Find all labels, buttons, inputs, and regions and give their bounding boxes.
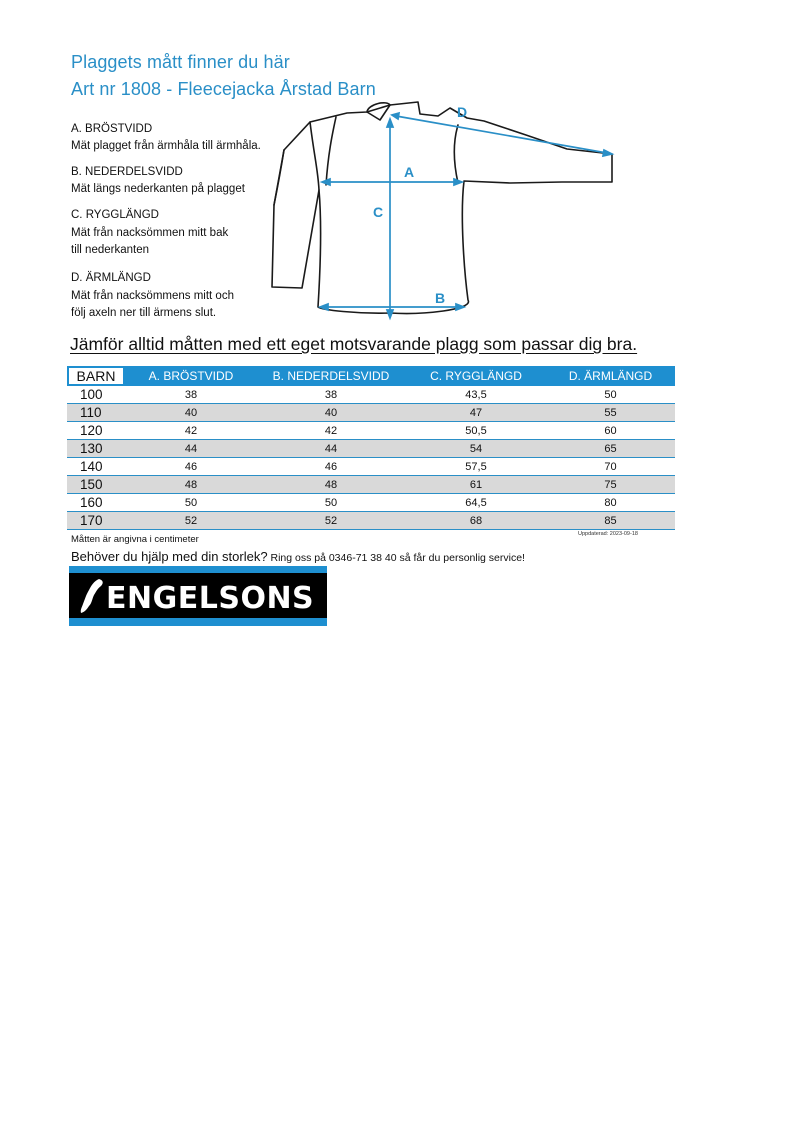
table-cell: 70: [604, 460, 617, 473]
header-cell-nederdelsvidd: B. NEDERDELSVIDD: [272, 369, 390, 383]
article-title: Art nr 1808 - Fleecejacka Årstad Barn: [71, 79, 376, 99]
table-cell: 40: [184, 406, 198, 419]
measurement-c-text-2: till nederkanten: [71, 244, 149, 256]
diagram-label-b: B: [435, 290, 446, 306]
help-phone: Ring oss på 0346-71 38 40 så får du personlig service!: [267, 552, 525, 564]
jacket-outline-icon: [272, 102, 612, 313]
table-cell: 38: [324, 388, 338, 401]
table-cell-size: 170: [80, 513, 103, 528]
table-cell: 57,5: [465, 460, 487, 473]
table-cell: 60: [604, 424, 617, 437]
table-cell-size: 150: [80, 477, 103, 492]
measurement-d-text-2: följ axeln ner till ärmens slut.: [71, 307, 217, 319]
compare-instruction: Jämför alltid måtten med ett eget motsvarande plagg som passar dig bra.: [70, 334, 638, 354]
table-row: [67, 512, 675, 530]
table-row: [67, 422, 675, 440]
logo-text: ENGELSONS: [106, 581, 315, 616]
table-cell: 52: [184, 514, 198, 527]
engelsons-logo: [69, 566, 327, 626]
table-cell-size: 130: [80, 441, 103, 456]
sweden-map-icon: [77, 577, 107, 615]
measurement-a-text: Mät plagget från ärmhåla till ärmhåla.: [71, 140, 261, 152]
table-cell: 50: [604, 388, 617, 401]
help-text: [71, 548, 525, 566]
table-row: [67, 386, 675, 404]
table-cell: 65: [604, 442, 617, 455]
diagram-label-d: D: [457, 104, 468, 120]
table-cell: 44: [324, 442, 338, 455]
table-cell: 46: [184, 460, 198, 473]
diagram-label-c: C: [373, 204, 384, 220]
diagram-label-a: A: [404, 164, 415, 180]
table-cell: 50: [324, 496, 338, 509]
page-title: Plaggets mått finner du här: [71, 52, 290, 72]
table-row: [67, 458, 675, 476]
table-cell: 64,5: [465, 496, 487, 509]
header-cell-armlangd: D. ÄRMLÄNGD: [568, 369, 653, 383]
logo-background: [69, 573, 327, 618]
table-cell: 55: [604, 406, 617, 419]
table-cell: 50: [184, 496, 198, 509]
measurement-d-title: D. ÄRMLÄNGD: [71, 272, 151, 284]
table-cell: 52: [324, 514, 338, 527]
table-cell: 40: [324, 406, 338, 419]
table-cell: 42: [184, 424, 198, 437]
header-cell-rygglangd: C. RYGGLÄNGD: [430, 369, 522, 383]
table-cell: 75: [604, 478, 617, 491]
table-cell-size: 100: [80, 387, 103, 402]
table-cell: 68: [469, 514, 483, 527]
size-table: [67, 366, 675, 530]
header-cell-barn: BARN: [68, 367, 124, 385]
table-cell: 85: [604, 514, 617, 527]
table-row: [67, 476, 675, 494]
table-cell: 61: [469, 478, 483, 491]
table-cell-size: 140: [80, 459, 103, 474]
table-cell: 38: [184, 388, 198, 401]
table-cell: 44: [184, 442, 198, 455]
table-cell: 54: [469, 442, 483, 455]
help-question: Behöver du hjälp med din storlek?: [71, 549, 268, 564]
table-cell: 50,5: [465, 424, 487, 437]
measurement-c-title: C. RYGGLÄNGD: [71, 209, 159, 221]
table-cell-size: 160: [80, 495, 103, 510]
jacket-diagram: [262, 95, 622, 330]
table-cell-size: 120: [80, 423, 103, 438]
measurement-b-text: Mät längs nederkanten på plagget: [71, 183, 245, 195]
table-cell: 80: [604, 496, 617, 509]
measurement-c-text-1: Mät från nacksömmen mitt bak: [71, 227, 229, 239]
table-cell: 43,5: [465, 388, 487, 401]
table-cell: 47: [469, 406, 483, 419]
table-cell: 46: [324, 460, 338, 473]
table-row: [67, 440, 675, 458]
table-row: [67, 404, 675, 422]
table-cell: 48: [324, 478, 338, 491]
table-cell: 42: [324, 424, 338, 437]
header-cell-barn-wrap: [67, 366, 126, 386]
updated-date: Uppdaterad: 2023-09-18: [578, 531, 638, 537]
table-cell: 48: [184, 478, 198, 491]
table-header: [67, 366, 675, 386]
measurement-d-text-1: Mät från nacksömmens mitt och: [71, 290, 234, 302]
measurement-b-title: B. NEDERDELSVIDD: [71, 166, 183, 178]
units-note: Måtten är angivna i centimeter: [71, 534, 199, 545]
table-cell-size: 110: [80, 405, 102, 420]
table-row: [67, 494, 675, 512]
header-cell-brostvidd: A. BRÖSTVIDD: [148, 369, 234, 383]
measurement-a-title: A. BRÖSTVIDD: [71, 123, 153, 135]
